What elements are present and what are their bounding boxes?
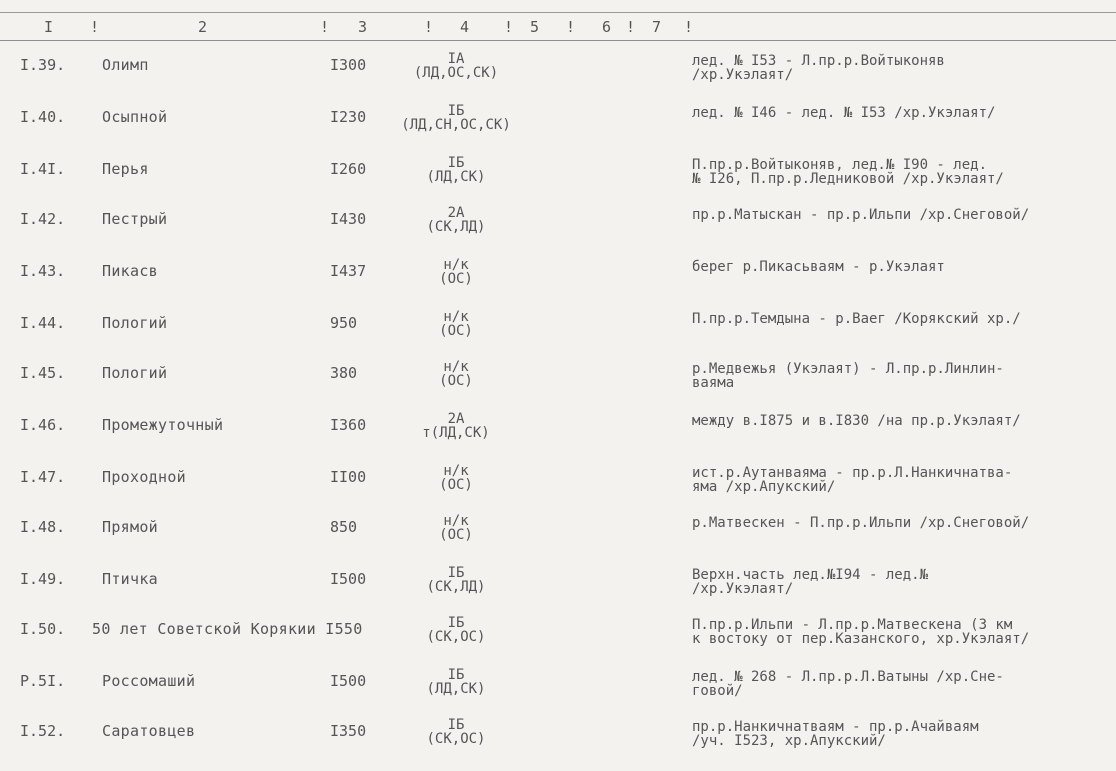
pass-location [692, 670, 1112, 698]
category-conditions: (СК,ЛД) [426, 579, 486, 595]
location-line-1: р.Матвескен - П.пр.р.Ильпи /хр.Снеговой/ [692, 515, 1030, 531]
location-line-2: ваяма [692, 375, 735, 391]
row-number: Р.5I. [20, 672, 66, 690]
category-conditions: (ОС) [439, 271, 473, 287]
pass-name: 50 лет Советской Корякии I550 [92, 620, 363, 638]
category-class: IБ [447, 615, 465, 631]
pass-height: I260 [330, 160, 367, 178]
location-line-2: № I26, П.пр.р.Ледниковой /хр.Укэлаят/ [692, 171, 1004, 187]
row-number: I.44. [20, 314, 66, 332]
table-header [0, 16, 1116, 40]
category-class: н/к [443, 257, 469, 273]
pass-category [396, 156, 516, 184]
pass-location [692, 158, 1112, 186]
pass-location [692, 720, 1112, 748]
pass-height: I500 [330, 672, 367, 690]
pass-location [692, 54, 1112, 82]
row-number: I.45. [20, 364, 66, 382]
location-line-1: П.пр.р.Войтыконяв, лед.№ I90 - лед. [692, 157, 988, 173]
category-class: н/к [443, 463, 469, 479]
location-line-2: яма /хр.Апукский/ [692, 479, 836, 495]
pass-name: Осыпной [102, 108, 168, 126]
header-sep-1: ! [90, 18, 101, 36]
pass-location [692, 208, 1112, 222]
pass-name: Пикасв [102, 262, 158, 280]
header-sep-3: ! [424, 18, 435, 36]
location-line-1: пр.р.Нанкичнатваям - пр.р.Ачайваям [692, 719, 979, 735]
table-row [0, 714, 1116, 764]
pass-height: II00 [330, 468, 367, 486]
row-number: I.39. [20, 56, 66, 74]
pass-name: Промежуточный [102, 416, 224, 434]
pass-category [396, 668, 516, 696]
top-rule [0, 12, 1116, 13]
category-conditions: (ОС) [439, 373, 473, 389]
pass-height: 850 [330, 518, 358, 536]
table-row [0, 562, 1116, 612]
table-row [0, 202, 1116, 252]
pass-name: Олимп [102, 56, 149, 74]
pass-height: 950 [330, 314, 358, 332]
pass-name: Россомаший [102, 672, 196, 690]
table-row [0, 306, 1116, 356]
table-row [0, 612, 1116, 662]
row-number: I.52. [20, 722, 66, 740]
pass-height: I500 [330, 570, 367, 588]
category-class: IБ [447, 717, 465, 733]
row-number: I.50. [20, 620, 66, 638]
table-row [0, 460, 1116, 510]
pass-name: Саратовцев [102, 722, 196, 740]
category-conditions: т(ЛД,СК) [422, 425, 490, 441]
pass-location [692, 618, 1112, 646]
row-number: I.48. [20, 518, 66, 536]
location-line-1: р.Медвежья (Укэлаят) - Л.пр.р.Линлин- [692, 361, 1004, 377]
category-class: н/к [443, 359, 469, 375]
location-line-1: П.пр.р.Темдына - р.Ваег /Корякский хр./ [692, 311, 1021, 327]
category-class: IБ [447, 103, 465, 119]
location-line-1: лед. № 268 - Л.пр.р.Л.Ватыны /хр.Сне- [692, 669, 1004, 685]
pass-location [692, 362, 1112, 390]
pass-height: I430 [330, 210, 367, 228]
row-number: I.49. [20, 570, 66, 588]
category-conditions: (СК,ЛД) [426, 219, 486, 235]
pass-name: Перья [102, 160, 149, 178]
header-col-2: 2 [198, 18, 209, 36]
category-conditions: (СК,ОС) [426, 629, 486, 645]
category-conditions: (ОС) [439, 527, 473, 543]
pass-category [396, 258, 516, 286]
pass-location [692, 312, 1112, 326]
pass-location [692, 466, 1112, 494]
category-conditions: (СК,ОС) [426, 731, 486, 747]
header-col-4: 4 [460, 18, 471, 36]
table-row [0, 48, 1116, 98]
category-class: 2А [447, 411, 465, 427]
pass-height: 380 [330, 364, 358, 382]
pass-name: Пологий [102, 364, 168, 382]
pass-name: Пестрый [102, 210, 168, 228]
category-conditions: (ЛД,ОС,СК) [413, 65, 499, 81]
location-line-1: П.пр.р.Ильпи - Л.пр.р.Матвескена (3 км [692, 617, 1013, 633]
header-sep-2: ! [320, 18, 331, 36]
header-col-1: I [44, 18, 55, 36]
table-row [0, 408, 1116, 458]
location-line-1: пр.р.Матыскан - пр.р.Ильпи /хр.Снеговой/ [692, 207, 1030, 223]
table-row [0, 356, 1116, 406]
category-conditions: (ЛД,СН,ОС,СК) [401, 117, 511, 133]
pass-category [396, 206, 516, 234]
table-row [0, 254, 1116, 304]
table-row [0, 510, 1116, 560]
category-conditions: (ОС) [439, 323, 473, 339]
pass-name: Птичка [102, 570, 158, 588]
category-conditions: (ОС) [439, 477, 473, 493]
header-col-7: 7 [652, 18, 663, 36]
header-sep-5: ! [566, 18, 577, 36]
row-number: I.4I. [20, 160, 66, 178]
category-conditions: (ЛД,СК) [426, 169, 486, 185]
category-class: н/к [443, 309, 469, 325]
location-line-2: /хр.Укэлаят/ [692, 67, 794, 83]
pass-name: Прямой [102, 518, 158, 536]
header-col-3: 3 [358, 18, 369, 36]
pass-height: I230 [330, 108, 367, 126]
category-class: IБ [447, 565, 465, 581]
location-line-2: /уч. I523, хр.Апукский/ [692, 733, 886, 749]
pass-category [396, 514, 516, 542]
category-class: IБ [447, 155, 465, 171]
pass-category [396, 104, 516, 132]
table-row [0, 100, 1116, 150]
header-sep-4: ! [504, 18, 515, 36]
location-line-1: берег р.Пикасьваям - р.Укэлаят [692, 259, 945, 275]
category-class: н/к [443, 513, 469, 529]
row-number: I.42. [20, 210, 66, 228]
category-class: IБ [447, 667, 465, 683]
row-number: I.43. [20, 262, 66, 280]
location-line-2: говой/ [692, 683, 743, 699]
pass-location [692, 568, 1112, 596]
location-line-1: между в.I875 и в.I830 /на пр.р.Укэлаят/ [692, 413, 1021, 429]
header-rule [0, 40, 1116, 41]
pass-category [396, 566, 516, 594]
header-col-6: 6 [602, 18, 613, 36]
pass-height: I437 [330, 262, 367, 280]
pass-category [396, 412, 516, 440]
category-conditions: (ЛД,СК) [426, 681, 486, 697]
pass-location [692, 106, 1112, 120]
table-row [0, 152, 1116, 202]
pass-category [396, 310, 516, 338]
pass-height: I360 [330, 416, 367, 434]
pass-location [692, 414, 1112, 428]
pass-height: I350 [330, 722, 367, 740]
pass-category [396, 360, 516, 388]
pass-category [396, 464, 516, 492]
row-number: I.40. [20, 108, 66, 126]
pass-height: I300 [330, 56, 367, 74]
row-number: I.47. [20, 468, 66, 486]
table-row [0, 664, 1116, 714]
header-sep-7: ! [684, 18, 695, 36]
header-col-5: 5 [530, 18, 541, 36]
location-line-1: лед. № I46 - лед. № I53 /хр.Укэлаят/ [692, 105, 996, 121]
pass-category [396, 718, 516, 746]
location-line-1: лед. № I53 - Л.пр.р.Войтыконяв [692, 53, 945, 69]
category-class: 2А [447, 205, 465, 221]
header-sep-6: ! [626, 18, 637, 36]
pass-location [692, 260, 1112, 274]
pass-category [396, 52, 516, 80]
location-line-2: /хр.Укэлаят/ [692, 581, 794, 597]
category-class: IА [447, 51, 465, 67]
row-number: I.46. [20, 416, 66, 434]
pass-location [692, 516, 1112, 530]
pass-category [396, 616, 516, 644]
pass-name: Пологий [102, 314, 168, 332]
location-line-1: Верхн.часть лед.№I94 - лед.№ [692, 567, 929, 583]
location-line-1: ист.р.Аутанваяма - пр.р.Л.Нанкичнатва- [692, 465, 1013, 481]
pass-name: Проходной [102, 468, 186, 486]
location-line-2: к востоку от пер.Казанского, хр.Укэлаят/ [692, 631, 1030, 647]
